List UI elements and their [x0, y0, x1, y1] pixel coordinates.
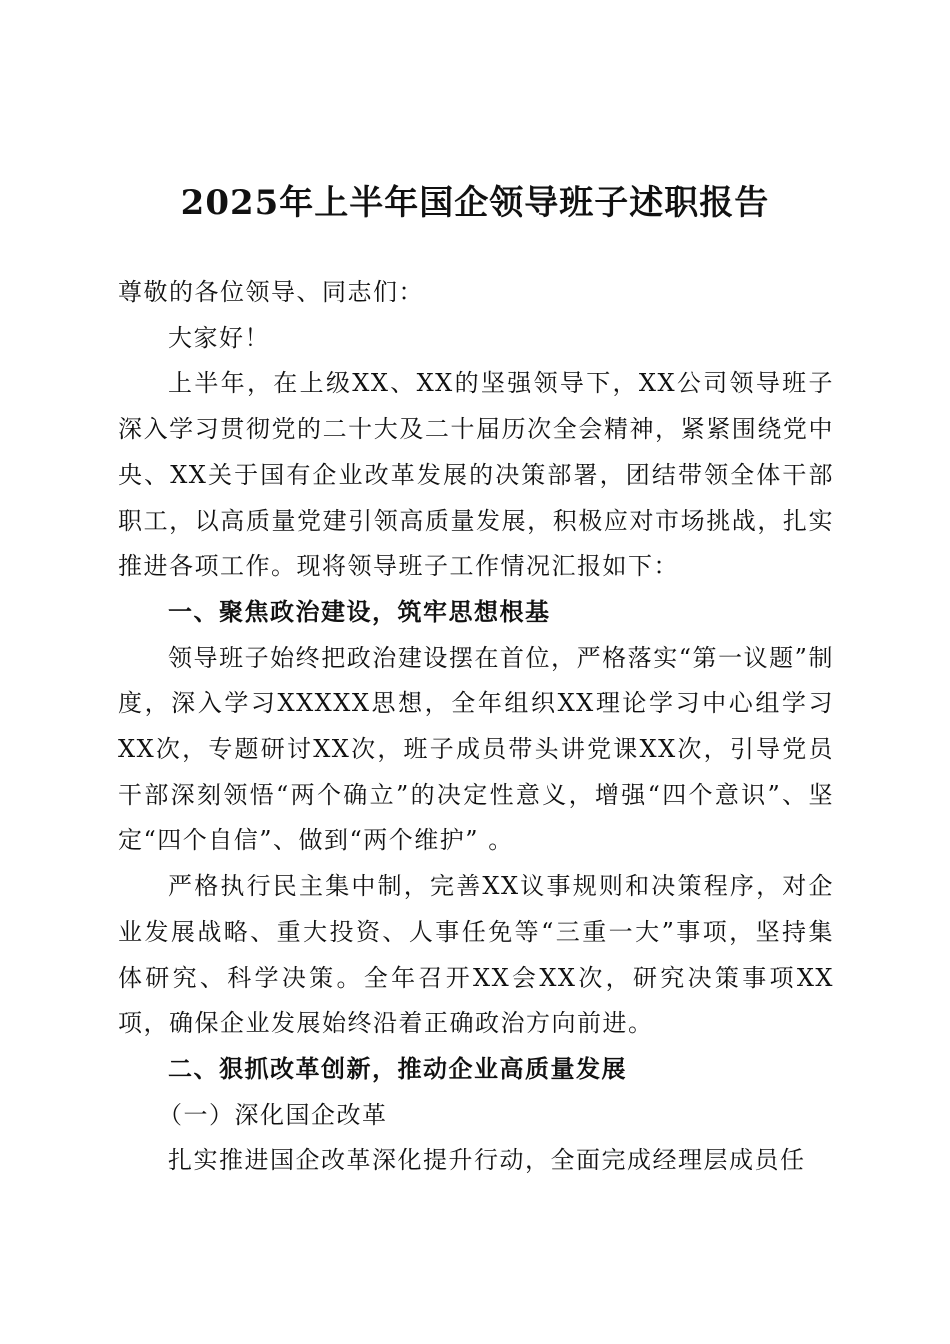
section-1-paragraph-1: 领导班子始终把政治建设摆在首位，严格落实“第一议题”制度，深入学习XXXXX思想，全年组织XX理论学习中心组学习XX次，专题研讨XX次，班子成员带头讲党课XX次，引导党员干部深刻领悟“两个确立”的决定性意义，增强“四个意识”、坚定“四个自信”、做到“两个维护” 。 — [118, 643, 834, 855]
document-title: 2025年上半年国企领导班子述职报告 — [180, 183, 770, 223]
salutation: 尊敬的各位领导、同志们： — [118, 278, 424, 306]
intro-paragraph: 上半年，在上级XX、XX的坚强领导下，XX公司领导班子深入学习贯彻党的二十大及二十届历次全会精神，紧紧围绕党中央、XX关于国有企业改革发展的决策部署，团结带领全体干部职工，以高质量党建引领高质量发展，积极应对市场挑战，扎实推进各项工作。现将领导班子工作情况汇报如下： — [118, 369, 834, 581]
section-2-paragraph-1: 扎实推进国企改革深化提升行动，全面完成经理层成员任 — [168, 1146, 806, 1175]
section-1-heading: 一、聚焦政治建设，筑牢思想根基 — [168, 597, 551, 626]
document-body — [118, 270, 834, 1184]
section-2-subheading: （一）深化国企改革 — [158, 1100, 388, 1129]
section-2-heading: 二、狠抓改革创新，推动企业高质量发展 — [168, 1054, 627, 1083]
greeting: 大家好！ — [168, 323, 270, 352]
section-1-paragraph-2: 严格执行民主集中制，完善XX议事规则和决策程序，对企业发展战略、重大投资、人事任免等“三重一大”事项，坚持集体研究、科学决策。全年召开XX会XX次，研究决策事项XX项，确保企业发展始终沿着正确政治方向前进。 — [118, 872, 834, 1038]
